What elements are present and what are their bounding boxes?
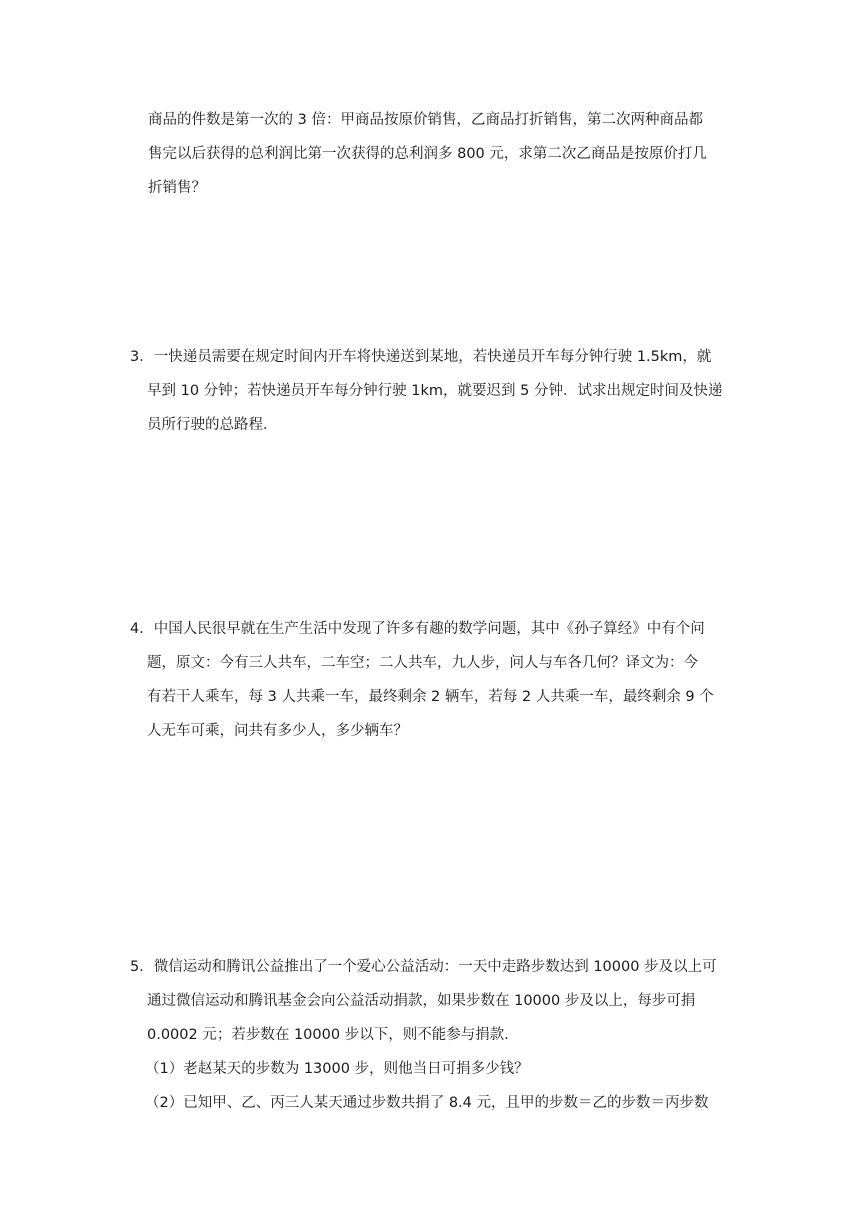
problem-4 bbox=[130, 612, 730, 748]
text-line: 4．中国人民很早就在生产生活中发现了许多有趣的数学问题，其中《孙子算经》中有个问 bbox=[130, 621, 705, 637]
text-line: 0.0002 元；若步数在 10000 步以下，则不能参与捐款． bbox=[147, 1027, 519, 1043]
text-line: 有若干人乘车，每 3 人共乘一车，最终剩余 2 辆车，若每 2 人共乘一车，最终剩余 9 个 bbox=[147, 689, 714, 705]
text-line: 通过微信运动和腾讯基金会向公益活动捐款，如果步数在 10000 步及以上，每步可捐 bbox=[147, 993, 696, 1009]
text-line: 商品的件数是第一次的 3 倍：甲商品按原价销售，乙商品打折销售，第二次两种商品都 bbox=[148, 112, 703, 128]
problem-5 bbox=[130, 950, 730, 1120]
text-line: 3．一快递员需要在规定时间内开车将快递送到某地，若快递员开车每分钟行驶 1.5km，就 bbox=[130, 349, 712, 365]
text-line: 题，原文：今有三人共车，二车空；二人共车，九人步，问人与车各几何？译文为：今 bbox=[147, 655, 698, 671]
text-line: 早到 10 分钟；若快递员开车每分钟行驶 1km，就要迟到 5 分钟．试求出规定时间及快递 bbox=[147, 383, 723, 399]
text-line: 售完以后获得的总利润比第一次获得的总利润多 800 元，求第二次乙商品是按原价打几 bbox=[148, 146, 707, 162]
text-line: 员所行驶的总路程． bbox=[147, 417, 278, 433]
text-line: 人无车可乘，问共有多少人，多少辆车？ bbox=[147, 723, 408, 739]
problem-3 bbox=[130, 340, 730, 442]
text-line: 5．微信运动和腾讯公益推出了一个爱心公益活动：一天中走路步数达到 10000 步及以上可 bbox=[130, 959, 717, 975]
text-line: 折销售？ bbox=[148, 180, 206, 196]
problem-2-continuation bbox=[130, 103, 730, 205]
sub-question-2: （2）已知甲、乙、丙三人某天通过步数共捐了 8.4 元，且甲的步数＝乙的步数＝丙步数 bbox=[145, 1095, 709, 1111]
sub-question-1: （1）老赵某天的步数为 13000 步，则他当日可捐多少钱？ bbox=[145, 1061, 529, 1077]
